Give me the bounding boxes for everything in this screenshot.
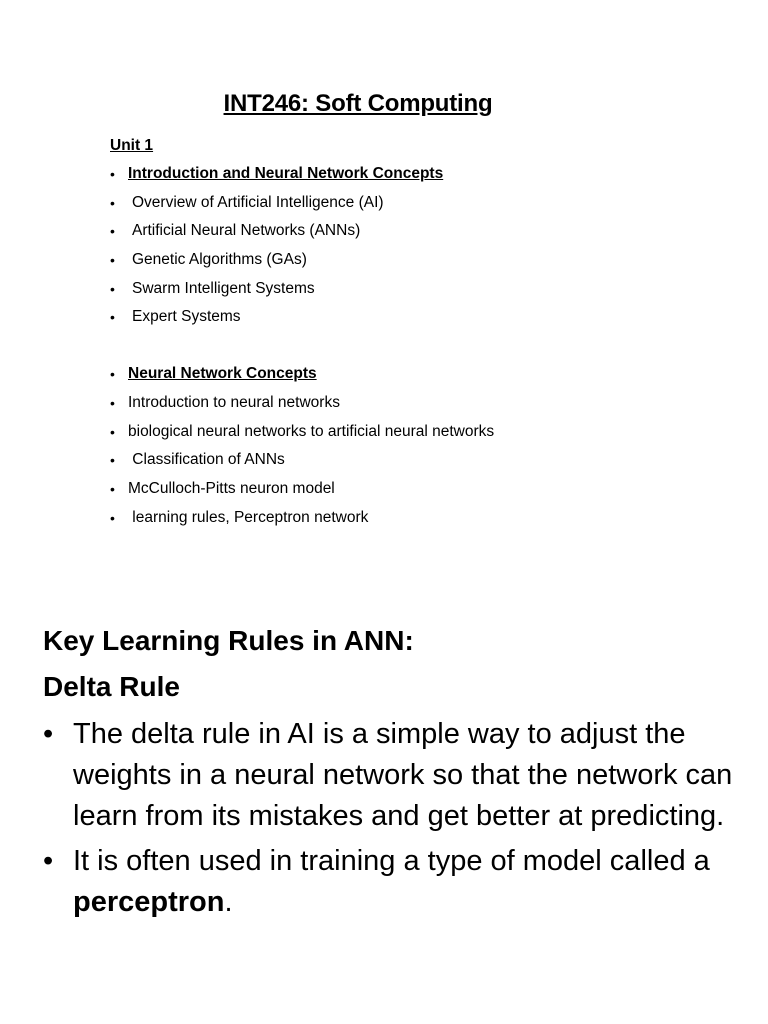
list-item bbox=[110, 221, 670, 250]
list-heading-intro: Introduction and Neural Network Concepts bbox=[128, 165, 444, 182]
unit-label: Unit 1 bbox=[110, 137, 154, 154]
slide-bullet-suffix: . bbox=[224, 886, 233, 918]
bullet-icon: • bbox=[110, 480, 115, 497]
section-subheading: Delta Rule bbox=[43, 671, 180, 702]
bullet-icon: • bbox=[110, 509, 115, 526]
slide-bullet bbox=[43, 841, 733, 923]
bullet-icon: • bbox=[110, 166, 115, 182]
list-item-text: Expert Systems bbox=[132, 308, 241, 326]
bullet-icon: • bbox=[110, 280, 115, 297]
slide-bullet-list bbox=[43, 714, 733, 923]
slide-content bbox=[43, 618, 733, 923]
bullet-icon: • bbox=[110, 394, 115, 411]
slide-bullet-text: It is often used in training a type of model called a bbox=[73, 845, 710, 877]
section-heading: Key Learning Rules in ANN: bbox=[43, 625, 414, 656]
list-item-text: learning rules, Perceptron network bbox=[128, 508, 369, 526]
list-item-heading bbox=[110, 364, 670, 393]
list-item-text: Artificial Neural Networks (ANNs) bbox=[132, 222, 361, 240]
spacer bbox=[110, 336, 670, 364]
list-item bbox=[110, 193, 670, 222]
list-item bbox=[110, 307, 670, 336]
bullet-icon: • bbox=[43, 845, 54, 877]
slide-bullet bbox=[43, 714, 733, 837]
list-item bbox=[110, 479, 670, 508]
topic-list-intro bbox=[110, 164, 670, 336]
list-item bbox=[110, 450, 670, 479]
slide-bullet-text: The delta rule in AI is a simple way to adjust the weights in a neural network so that the network can learn from its mistakes and get better at predicting. bbox=[73, 718, 733, 832]
list-item-text: Overview of Artificial Intelligence (AI) bbox=[132, 193, 384, 211]
list-heading-neural: Neural Network Concepts bbox=[128, 365, 317, 383]
bullet-icon: • bbox=[110, 309, 115, 326]
bullet-icon: • bbox=[43, 718, 54, 750]
list-item bbox=[110, 393, 670, 422]
bullet-icon: • bbox=[110, 452, 115, 469]
bullet-icon: • bbox=[110, 423, 115, 440]
bullet-icon: • bbox=[110, 223, 115, 240]
page-title: INT246: Soft Computing bbox=[223, 90, 493, 117]
bullet-icon: • bbox=[110, 252, 115, 269]
list-item bbox=[110, 422, 670, 451]
list-item-text: Introduction to neural networks bbox=[128, 393, 340, 411]
bullet-icon: • bbox=[110, 194, 115, 211]
list-item-text: McCulloch-Pitts neuron model bbox=[128, 479, 335, 497]
course-outline bbox=[110, 136, 670, 536]
list-item bbox=[110, 279, 670, 308]
topic-list-neural bbox=[110, 364, 670, 536]
list-item bbox=[110, 508, 670, 537]
list-item-heading bbox=[110, 164, 670, 193]
list-item-text: Classification of ANNs bbox=[128, 451, 285, 469]
list-item bbox=[110, 250, 670, 279]
list-item-text: Swarm Intelligent Systems bbox=[132, 279, 315, 297]
bullet-icon: • bbox=[110, 366, 115, 383]
list-item-text: biological neural networks to artificial neural networks bbox=[128, 422, 495, 440]
list-item-text: Genetic Algorithms (GAs) bbox=[132, 251, 307, 269]
bold-term: perceptron bbox=[73, 886, 225, 918]
